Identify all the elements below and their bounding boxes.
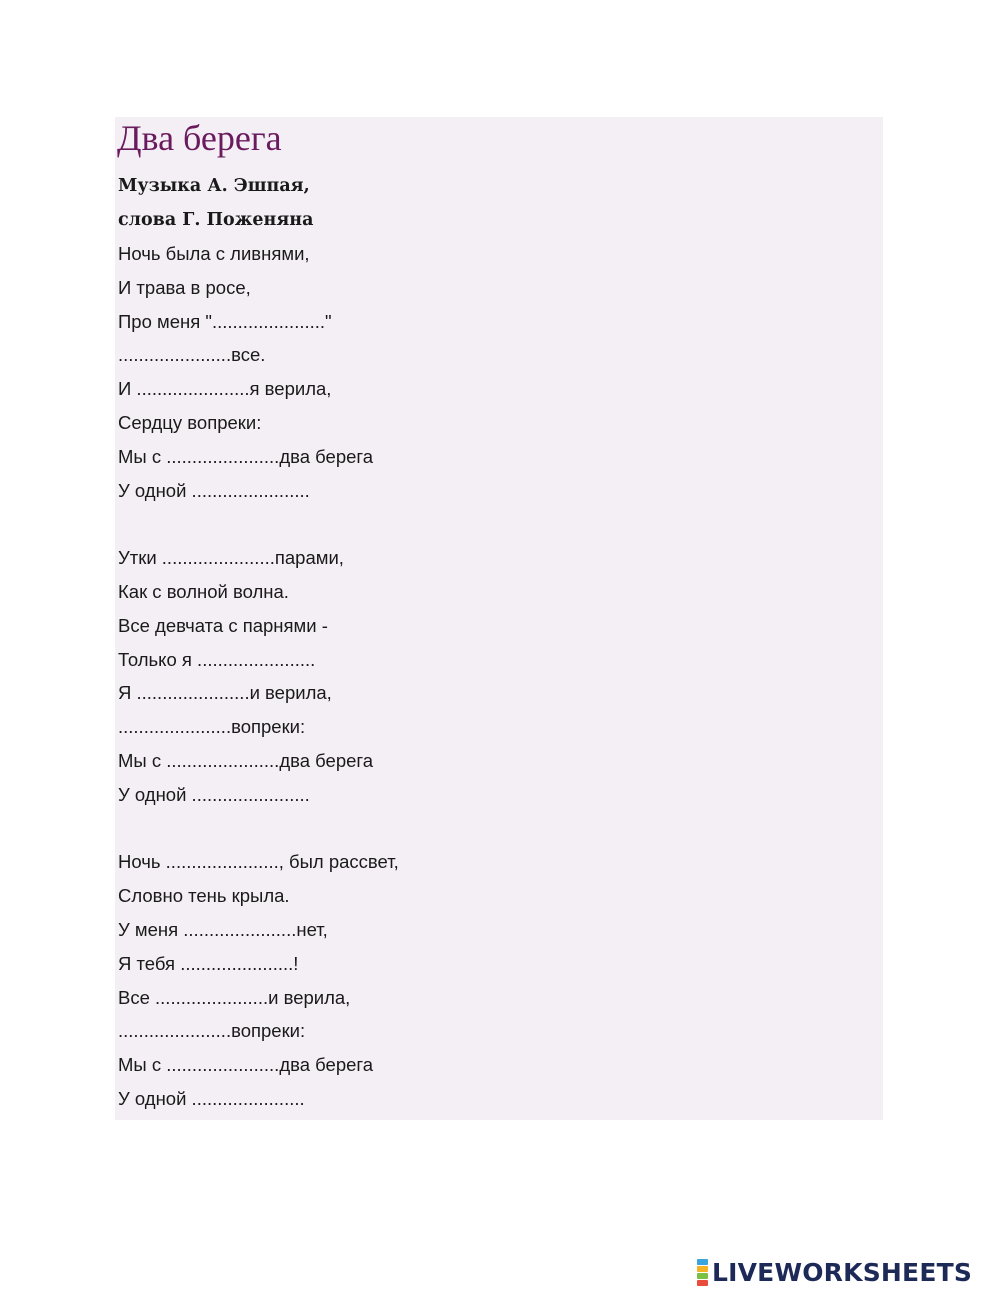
lyric-line-blank: У меня ......................нет, (118, 919, 328, 940)
lyric-line-blank: Мы с ......................два берега (118, 446, 374, 467)
lyric-line-blank: Мы с ......................два берега (118, 750, 374, 771)
logo-mark-block (697, 1259, 708, 1265)
lyric-line-blank: ......................вопреки: (118, 716, 306, 737)
lyric-line-blank: Ночь ......................, был рассвет, (118, 851, 399, 872)
lyric-line-blank: У одной ....................... (118, 480, 310, 501)
logo-mark-block (697, 1273, 708, 1279)
lyric-line-blank: У одной ....................... (118, 784, 310, 805)
lyric-line-blank: Только я ....................... (118, 649, 316, 670)
music-credit: Музыка А. Эшпая, (118, 176, 310, 196)
logo-mark-block (697, 1280, 708, 1286)
logo-mark-icon (697, 1259, 708, 1286)
logo-mark-block (697, 1266, 708, 1272)
lyric-line-blank: Утки ......................парами, (118, 547, 344, 568)
lyric-line: И трава в росе, (118, 277, 251, 298)
lyric-line: Словно тень крыла. (118, 885, 290, 906)
lyric-line-blank: И ......................я верила, (118, 378, 332, 399)
lyric-line-blank: ......................все. (118, 344, 266, 365)
lyric-line-blank: Я тебя ......................! (118, 953, 299, 974)
lyric-line: Все девчата с парнями - (118, 615, 328, 636)
lyric-line-blank: Я ......................и верила, (118, 682, 332, 703)
lyric-line-blank: Про меня "......................" (118, 311, 332, 332)
lyric-line-blank: ......................вопреки: (118, 1020, 306, 1041)
logo-text: LIVEWORKSHEETS (712, 1257, 973, 1287)
song-title: Два берега (117, 118, 282, 158)
lyric-line: Сердцу вопреки: (118, 412, 262, 433)
lyric-line: Как с волной волна. (118, 581, 289, 602)
lyrics-credit: слова Г. Поженяна (118, 210, 314, 230)
liveworksheets-logo (697, 1257, 972, 1287)
lyric-line-blank: Мы с ......................два берега (118, 1054, 374, 1075)
lyric-line-blank: У одной ...................... (118, 1088, 305, 1109)
lyric-line-blank: Все ......................и верила, (118, 987, 351, 1008)
lyric-line: Ночь была с ливнями, (118, 243, 310, 264)
